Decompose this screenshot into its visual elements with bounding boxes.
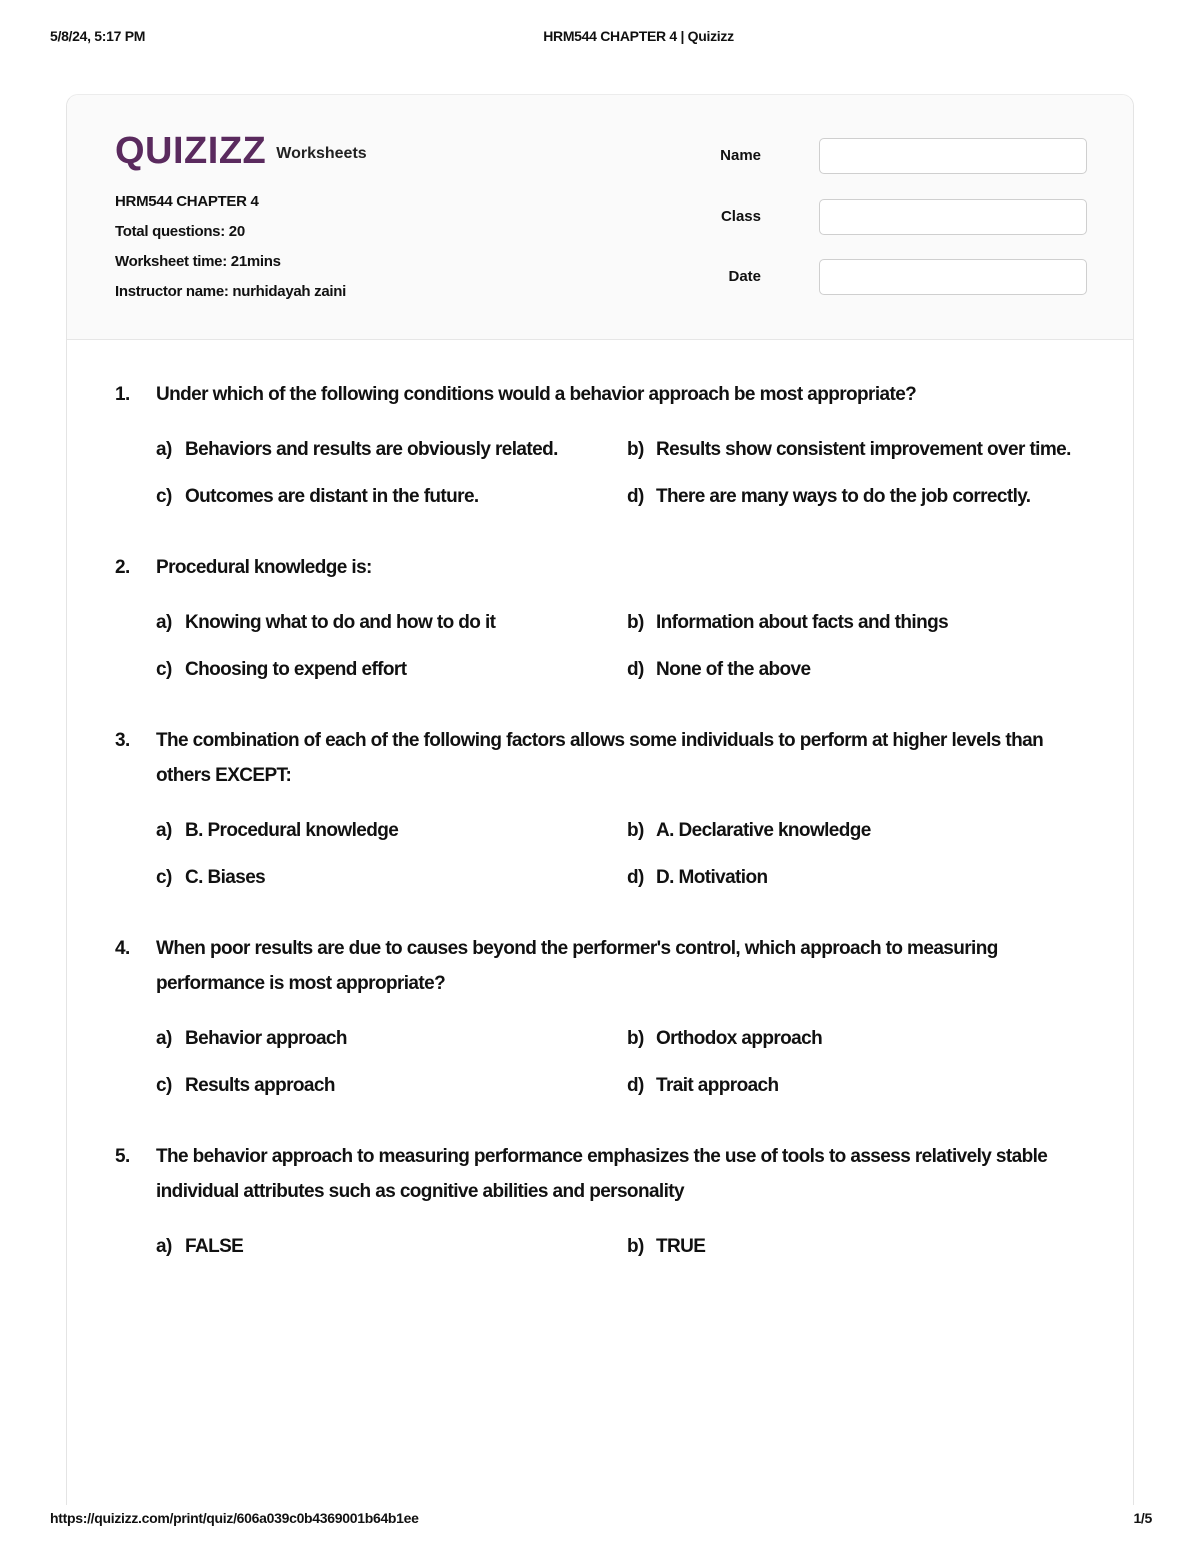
option-key: c)	[156, 486, 172, 507]
question-text: The behavior approach to measuring performance emphasizes the use of tools to assess relatively stable individual attributes such as cognitive abilities and personality	[156, 1146, 1048, 1202]
worksheet-sheet	[66, 94, 1134, 1505]
question-3	[115, 723, 1095, 895]
option-text: Behaviors and results are obviously related.	[185, 439, 558, 460]
option-text: Results approach	[185, 1075, 335, 1096]
option-text: Orthodox approach	[656, 1028, 823, 1049]
date-input[interactable]	[819, 259, 1087, 295]
option-d	[627, 860, 1097, 895]
option-text: Results show consistent improvement over time.	[656, 439, 1071, 460]
option-text: B. Procedural knowledge	[185, 820, 399, 841]
quizizz-logo	[115, 131, 367, 171]
print-header	[50, 28, 1152, 48]
question-number: 3.	[115, 730, 130, 751]
page-number: 1/5	[1133, 1510, 1152, 1526]
option-b	[627, 1229, 1097, 1264]
option-key: b)	[627, 1028, 644, 1049]
option-a	[156, 432, 627, 467]
option-b	[627, 813, 1097, 848]
logo-wordmark: QUIZIZZ	[115, 129, 267, 172]
option-c	[156, 1068, 627, 1103]
option-key: d)	[627, 659, 644, 680]
question-text: Procedural knowledge is:	[156, 557, 372, 578]
option-d	[627, 479, 1097, 514]
option-c	[156, 860, 627, 895]
date-label: Date	[728, 268, 761, 285]
options	[156, 605, 1095, 687]
option-c	[156, 479, 627, 514]
option-text: A. Declarative knowledge	[656, 820, 871, 841]
option-key: c)	[156, 867, 172, 888]
option-key: b)	[627, 439, 644, 460]
option-c	[156, 652, 627, 687]
option-text: C. Biases	[185, 867, 266, 888]
option-b	[627, 432, 1097, 467]
option-text: There are many ways to do the job correctly.	[656, 486, 1031, 507]
option-a	[156, 605, 627, 640]
instructor-name: Instructor name: nurhidayah zaini	[115, 283, 346, 300]
option-key: a)	[156, 1236, 172, 1257]
option-key: c)	[156, 1075, 172, 1096]
option-d	[627, 1068, 1097, 1103]
print-url: https://quizizz.com/print/quiz/606a039c0b4369001b64b1ee	[50, 1510, 419, 1526]
option-text: Choosing to expend effort	[185, 659, 407, 680]
options	[156, 1021, 1095, 1103]
option-text: TRUE	[656, 1236, 706, 1257]
question-stem	[115, 550, 1095, 585]
question-stem	[115, 1139, 1095, 1209]
option-b	[627, 605, 1097, 640]
option-key: b)	[627, 1236, 644, 1257]
question-number: 2.	[115, 557, 130, 578]
option-text: Outcomes are distant in the future.	[185, 486, 479, 507]
option-key: a)	[156, 439, 172, 460]
question-text: When poor results are due to causes beyond the performer's control, which approach to measuring performance is most appropriate?	[156, 938, 998, 994]
question-number: 5.	[115, 1146, 130, 1167]
option-text: None of the above	[656, 659, 811, 680]
options	[156, 813, 1095, 895]
question-1	[115, 377, 1095, 514]
option-key: d)	[627, 486, 644, 507]
name-input[interactable]	[819, 138, 1087, 174]
options	[156, 1229, 1095, 1264]
option-key: a)	[156, 612, 172, 633]
class-label: Class	[720, 208, 761, 225]
option-key: b)	[627, 612, 644, 633]
option-key: b)	[627, 820, 644, 841]
question-text: Under which of the following conditions would a behavior approach be most appropriate?	[156, 384, 917, 405]
option-key: c)	[156, 659, 172, 680]
question-2	[115, 550, 1095, 687]
question-number: 4.	[115, 938, 130, 959]
option-a	[156, 813, 627, 848]
question-5	[115, 1139, 1095, 1264]
option-d	[627, 652, 1097, 687]
option-b	[627, 1021, 1097, 1056]
worksheet-title: HRM544 CHAPTER 4	[115, 193, 259, 210]
class-field-row	[707, 199, 1087, 235]
option-key: a)	[156, 1028, 172, 1049]
name-label: Name	[720, 147, 761, 164]
option-key: d)	[627, 1075, 644, 1096]
worksheet-time: Worksheet time: 21mins	[115, 253, 281, 270]
option-a	[156, 1021, 627, 1056]
option-key: d)	[627, 867, 644, 888]
question-stem	[115, 377, 1095, 412]
date-field-row	[707, 259, 1087, 295]
worksheet-meta	[115, 193, 346, 313]
class-input[interactable]	[819, 199, 1087, 235]
worksheet-header	[67, 95, 1133, 340]
question-stem	[115, 931, 1095, 1001]
option-text: D. Motivation	[656, 867, 768, 888]
question-text: The combination of each of the following factors allows some individuals to perform at higher levels than others EXCEPT:	[156, 730, 1044, 786]
option-key: a)	[156, 820, 172, 841]
question-stem	[115, 723, 1095, 793]
logo-product: Worksheets	[276, 145, 367, 162]
print-title: HRM544 CHAPTER 4 | Quizizz	[543, 28, 734, 44]
option-a	[156, 1229, 627, 1264]
option-text: Behavior approach	[185, 1028, 347, 1049]
question-4	[115, 931, 1095, 1103]
option-text: FALSE	[185, 1236, 244, 1257]
question-number: 1.	[115, 384, 130, 405]
option-text: Knowing what to do and how to do it	[185, 612, 496, 633]
options	[156, 432, 1095, 514]
name-field-row	[707, 138, 1087, 174]
question-list	[115, 377, 1095, 1264]
option-text: Information about facts and things	[656, 612, 949, 633]
print-footer	[50, 1510, 1152, 1530]
total-questions: Total questions: 20	[115, 223, 245, 240]
print-datetime: 5/8/24, 5:17 PM	[50, 28, 146, 44]
option-text: Trait approach	[656, 1075, 779, 1096]
